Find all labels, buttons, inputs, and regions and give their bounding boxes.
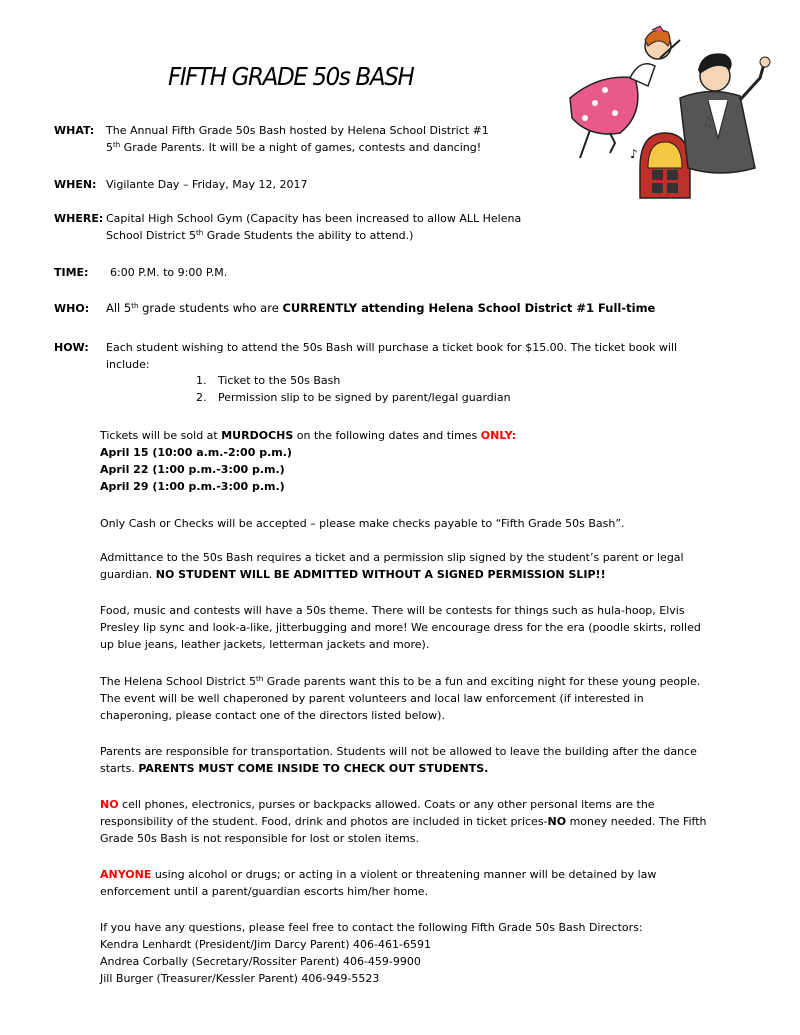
contact-person: Jill Burger (Treasurer/Kessler Parent) 406-949-5523 [100, 972, 380, 985]
svg-text:♫: ♫ [702, 115, 713, 129]
tickets-only: ONLY: [480, 429, 517, 442]
parents-post: Grade parents want this to be a fun and exciting night for these young people. [263, 675, 701, 688]
who-label: WHO: [54, 302, 90, 315]
tickets-mid: on the following dates and times [293, 429, 481, 442]
contacts-intro: If you have any questions, please feel free to contact the following Fifth Grade 50s Bash Directors: [100, 921, 643, 934]
parents-line-2: The event will be well chaperoned by parent volunteers and local law enforcement (if interested in [100, 692, 644, 705]
theme-line: Food, music and contests will have a 50s theme. There will be contests for things such as hula-hoop, Elvis [100, 604, 685, 617]
svg-text:♪: ♪ [630, 147, 638, 161]
list-item-number: 1. [196, 374, 207, 387]
when-value: Vigilante Day – Friday, May 12, 2017 [106, 178, 308, 191]
transport-pre: starts. [100, 762, 139, 775]
admittance-line-1: Admittance to the 50s Bash requires a ticket and a permission slip signed by the student’s parent or legal [100, 551, 684, 564]
items-rule-line-1 [100, 796, 655, 813]
who-sup: th [131, 302, 139, 310]
transport-line-2 [100, 760, 488, 777]
theme-line: up blue jeans, leather jackets, letterman jackets and more). [100, 638, 430, 651]
theme-line: Presley lip sync and look-a-like, jitterbugging and more! We encourage dress for the era (poodle skirts, rolled [100, 621, 701, 634]
tickets-pre: Tickets will be sold at [100, 429, 222, 442]
parents-sup: th [256, 675, 264, 683]
where-line-2 [106, 227, 413, 244]
tickets-intro [100, 427, 516, 444]
where-label: WHERE: [54, 212, 104, 225]
list-item-text: Permission slip to be signed by parent/legal guardian [218, 391, 511, 404]
who-value [106, 300, 655, 317]
transport-warning: PARENTS MUST COME INSIDE TO CHECK OUT STUDENTS. [138, 762, 489, 775]
where-line-2-pre: School District 5 [106, 229, 197, 242]
items-rule-line-2-pre: responsibility of the student. Food, drink and photos are included in ticket prices- [100, 815, 548, 828]
time-value: 6:00 P.M. to 9:00 P.M. [110, 266, 228, 279]
how-label: HOW: [54, 341, 89, 354]
parents-pre: The Helena School District 5 [100, 675, 257, 688]
conduct-anyone: ANYONE [100, 868, 152, 881]
what-line-2-num: 5 [106, 141, 113, 154]
list-item-text: Ticket to the 50s Bash [218, 374, 341, 387]
conduct-line-2: enforcement until a parent/guardian escorts him/her home. [100, 885, 429, 898]
how-line-1: Each student wishing to attend the 50s Bash will purchase a ticket book for $15.00. The ticket book will [106, 341, 678, 354]
what-label: WHAT: [54, 124, 95, 137]
admittance-warning: NO STUDENT WILL BE ADMITTED WITHOUT A SIGNED PERMISSION SLIP!! [155, 568, 606, 581]
what-line-2-text: Grade Parents. It will be a night of games, contests and dancing! [120, 141, 482, 154]
what-line-1: The Annual Fifth Grade 50s Bash hosted by Helena School District #1 [106, 124, 489, 137]
contact-person: Andrea Corbally (Secretary/Rossiter Parent) 406-459-9900 [100, 955, 421, 968]
when-label: WHEN: [54, 178, 97, 191]
dancing-couple-illustration [560, 18, 790, 208]
items-rule-line-2-no: NO [547, 815, 567, 828]
page-title: FIFTH GRADE 50s BASH [168, 62, 414, 91]
where-line-2-sup: th [196, 229, 204, 237]
parents-line-1 [100, 673, 700, 690]
payment-note: Only Cash or Checks will be accepted – please make checks payable to “Fifth Grade 50s Bash”. [100, 517, 625, 530]
what-line-2-sup: th [113, 141, 121, 149]
parents-line-3: chaperoning, please contact one of the directors listed below). [100, 709, 445, 722]
ticket-date: April 22 (1:00 p.m.-3:00 p.m.) [100, 463, 285, 476]
items-rule-no: NO [100, 798, 119, 811]
items-rule-line-2-post: money needed. The Fifth [566, 815, 707, 828]
where-line-1: Capital High School Gym (Capacity has been increased to allow ALL Helena [106, 212, 522, 225]
conduct-text: using alcohol or drugs; or acting in a violent or threatening manner will be detained by law [151, 868, 657, 881]
conduct-line-1 [100, 866, 656, 883]
items-rule-line-3: Grade 50s Bash is not responsible for lost or stolen items. [100, 832, 419, 845]
who-bold: CURRENTLY attending Helena School District #1 Full-time [282, 301, 656, 315]
admittance-pre: guardian. [100, 568, 156, 581]
what-line-2 [106, 139, 481, 156]
who-pre: All 5 [106, 301, 132, 315]
contact-person: Kendra Lenhardt (President/Jim Darcy Parent) 406-461-6591 [100, 938, 431, 951]
items-rule-line-2 [100, 813, 707, 830]
items-rule-text: cell phones, electronics, purses or backpacks allowed. Coats or any other personal items are the [118, 798, 655, 811]
who-mid: grade students who are [138, 301, 283, 315]
admittance-line-2 [100, 566, 606, 583]
ticket-date: April 29 (1:00 p.m.-3:00 p.m.) [100, 480, 285, 493]
time-label: TIME: [54, 266, 89, 279]
where-line-2-post: Grade Students the ability to attend.) [203, 229, 414, 242]
how-line-2: include: [106, 358, 150, 371]
transport-line-1: Parents are responsible for transportation. Students will not be allowed to leave the building after the dance [100, 745, 697, 758]
tickets-store: MURDOCHS [221, 429, 294, 442]
ticket-date: April 15 (10:00 a.m.-2:00 p.m.) [100, 446, 292, 459]
list-item-number: 2. [196, 391, 207, 404]
